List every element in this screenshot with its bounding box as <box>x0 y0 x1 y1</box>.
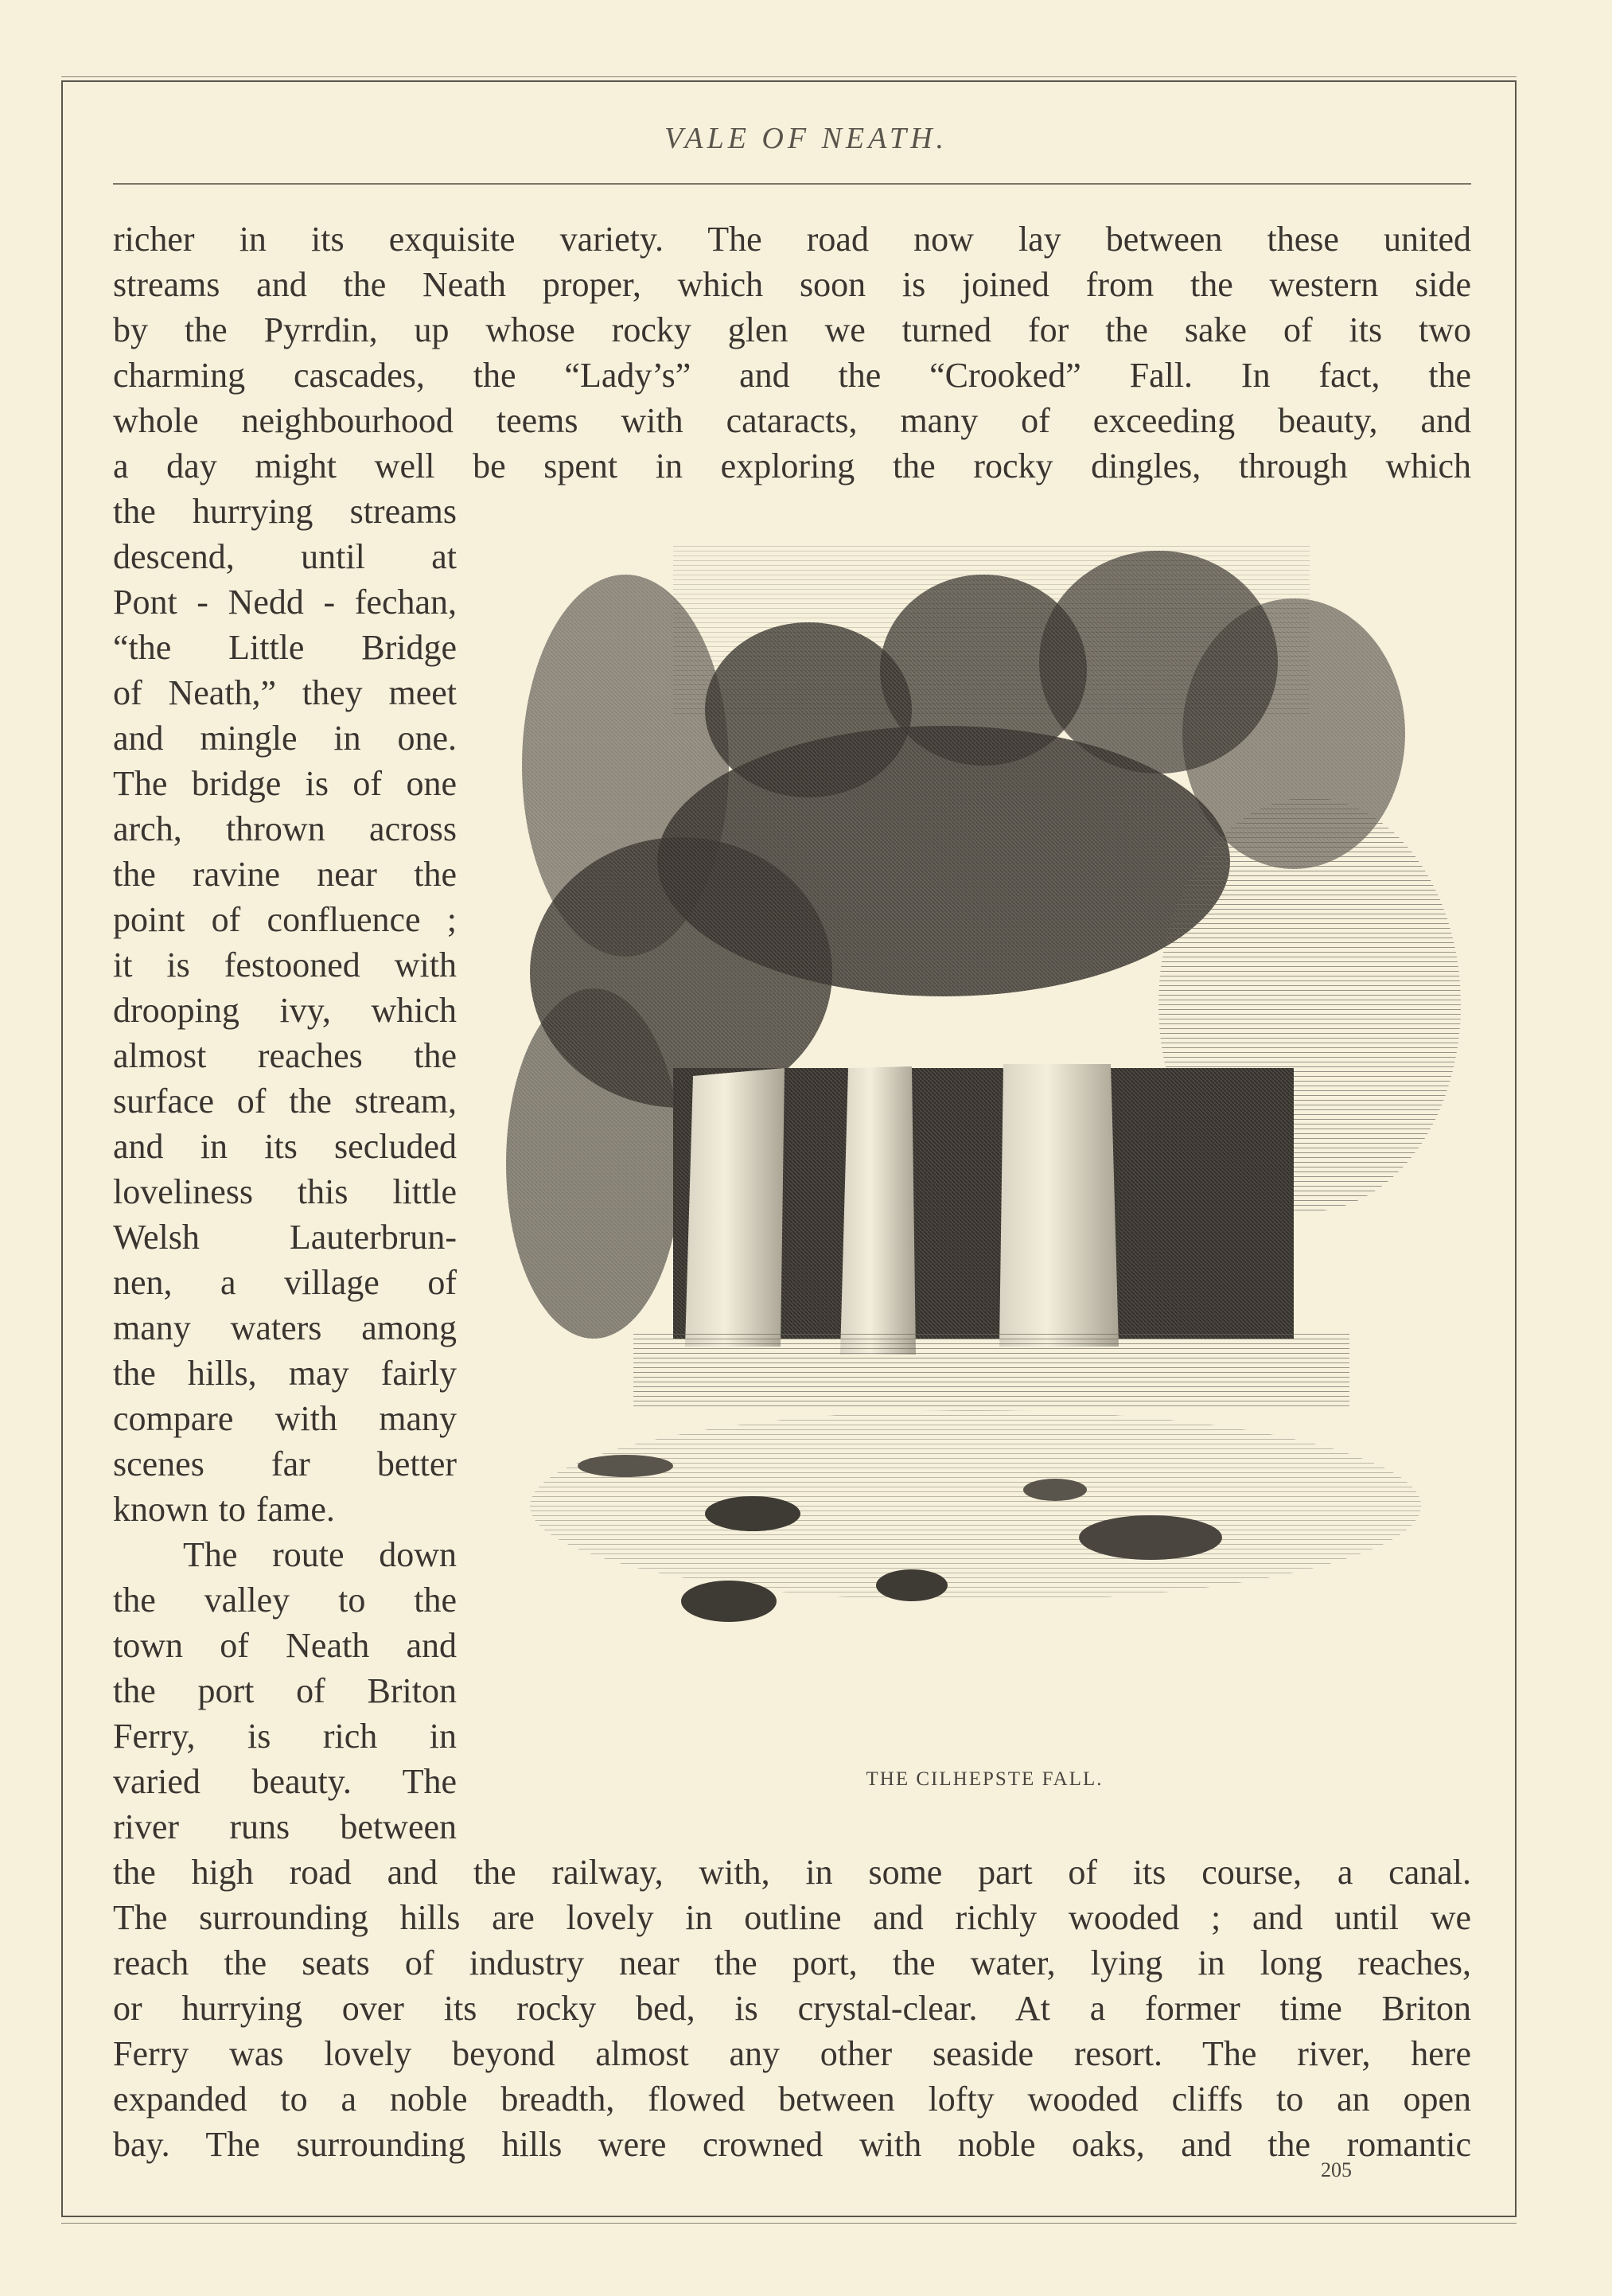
text-line-content: river runs between <box>113 1807 457 1846</box>
text-line <box>113 1169 457 1214</box>
running-header: VALE OF NEATH. <box>664 122 948 155</box>
text-line-content: streams and the Neath proper, which soon is joined from the western side <box>113 265 1471 304</box>
text-line-content: and mingle in one. <box>113 719 457 758</box>
text-line <box>113 2076 1471 2122</box>
text-line-content: Pont - Nedd - fechan, <box>113 583 457 622</box>
text-line <box>113 1441 457 1487</box>
text-line <box>113 2122 1471 2167</box>
text-line <box>113 897 457 942</box>
text-line-content: loveliness this little <box>113 1172 457 1211</box>
text-line-content: drooping ivy, which <box>113 991 457 1030</box>
text-line-content: of Neath,” they meet <box>113 673 457 712</box>
text-line <box>113 1078 457 1124</box>
text-line <box>113 1850 1471 1895</box>
text-line-content: richer in its exquisite variety. The road now lay between these united <box>113 220 1471 259</box>
text-line <box>113 262 1471 307</box>
text-line <box>113 1804 457 1850</box>
text-line-content: The surrounding hills are lovely in outline and richly wooded ; and until we <box>113 1898 1471 1937</box>
text-line-content: and in its secluded <box>113 1127 457 1166</box>
text-line-content: almost reaches the <box>113 1036 457 1075</box>
text-line <box>113 1396 457 1441</box>
text-line <box>113 1487 457 1532</box>
waterfalls <box>685 1064 1119 1355</box>
text-line <box>113 1214 457 1260</box>
text-line <box>113 715 457 761</box>
text-line <box>113 1940 1471 1986</box>
text-line-content: Ferry was lovely beyond almost any other seaside resort. The river, here <box>113 2034 1471 2073</box>
text-line <box>113 2031 1471 2076</box>
illustration-caption: THE CILHEPSTE FALL. <box>866 1768 1104 1790</box>
text-line-content: arch, thrown across <box>113 809 457 848</box>
text-line <box>113 307 1471 353</box>
text-line <box>113 1260 457 1305</box>
text-line-content: “the Little Bridge <box>113 628 457 667</box>
text-line-content: bay. The surrounding hills were crowned with noble oaks, and the romantic <box>113 2125 1471 2164</box>
text-line <box>113 443 1471 489</box>
text-line <box>113 1623 457 1668</box>
text-line <box>113 216 1471 262</box>
text-line <box>113 1532 457 1577</box>
text-line-content: the hills, may fairly <box>113 1354 457 1393</box>
text-line <box>113 579 457 625</box>
text-line-content: the ravine near the <box>113 855 457 894</box>
text-line <box>113 761 457 806</box>
text-line-content: the high road and the railway, with, in some part of its course, a canal. <box>113 1853 1471 1892</box>
outer-border-top <box>61 76 1517 77</box>
text-line <box>113 398 1471 443</box>
text-line <box>113 1986 1471 2031</box>
text-line-content: reach the seats of industry near the port, the water, lying in long reaches, <box>113 1943 1471 1982</box>
text-line <box>113 625 457 670</box>
text-line <box>113 353 1471 398</box>
text-line <box>113 1713 457 1759</box>
text-line <box>113 489 457 534</box>
text-line-content: the valley to the <box>113 1581 457 1620</box>
text-line-content: the hurrying streams <box>113 492 457 531</box>
text-line <box>113 1305 457 1351</box>
text-line-content: whole neighbourhood teems with cataracts, many of exceeding beauty, and <box>113 401 1471 440</box>
text-line <box>113 1668 457 1713</box>
text-line-content: The route down <box>183 1535 457 1574</box>
text-line <box>113 1577 457 1623</box>
text-line <box>113 942 457 988</box>
text-line <box>113 1033 457 1078</box>
text-line-content: charming cascades, the “Lady’s” and the “Crooked” Fall. In fact, the <box>113 356 1471 395</box>
text-line-content: scenes far better <box>113 1444 457 1483</box>
text-line <box>113 852 457 897</box>
text-line-content: or hurrying over its rocky bed, is crystal-clear. At a former time Briton <box>113 1989 1471 2028</box>
text-line <box>113 1895 1471 1940</box>
text-line-content: point of confluence ; <box>113 900 457 939</box>
text-line <box>113 1124 457 1169</box>
page-number: 205 <box>1321 2158 1352 2181</box>
text-line <box>113 670 457 715</box>
text-line-content: expanded to a noble breadth, flowed between lofty wooded cliffs to an open <box>113 2080 1471 2119</box>
text-line-content: town of Neath and <box>113 1626 457 1665</box>
text-line-content: compare with many <box>113 1399 457 1438</box>
text-line <box>113 1351 457 1396</box>
text-line-content: varied beauty. The <box>113 1762 457 1801</box>
text-line-content: many waters among <box>113 1308 457 1347</box>
waterfall-engraving <box>498 527 1471 1757</box>
text-line-content: The bridge is of one <box>113 764 457 803</box>
text-line-content: surface of the stream, <box>113 1082 457 1121</box>
text-line <box>113 806 457 852</box>
text-line <box>113 1759 457 1804</box>
outer-border-bottom <box>61 2223 1517 2224</box>
text-line-content: nen, a village of <box>113 1263 457 1302</box>
text-line-content: by the Pyrrdin, up whose rocky glen we turned for the sake of its two <box>113 310 1471 349</box>
text-line <box>113 534 457 579</box>
text-line-content: descend, until at <box>113 537 457 576</box>
rocky-ledge <box>633 1331 1349 1410</box>
text-line-content: Welsh Lauterbrun- <box>113 1218 457 1257</box>
text-line-content: Ferry, is rich in <box>113 1717 457 1756</box>
text-line-content: a day might well be spent in exploring the rocky dingles, through which <box>113 446 1471 485</box>
header-rule <box>113 183 1471 185</box>
text-line-content: the port of Briton <box>113 1671 457 1710</box>
text-line-content: it is festooned with <box>113 945 457 984</box>
text-line <box>113 988 457 1033</box>
river-pool <box>530 1410 1421 1622</box>
text-line-content: known to fame. <box>113 1490 335 1529</box>
